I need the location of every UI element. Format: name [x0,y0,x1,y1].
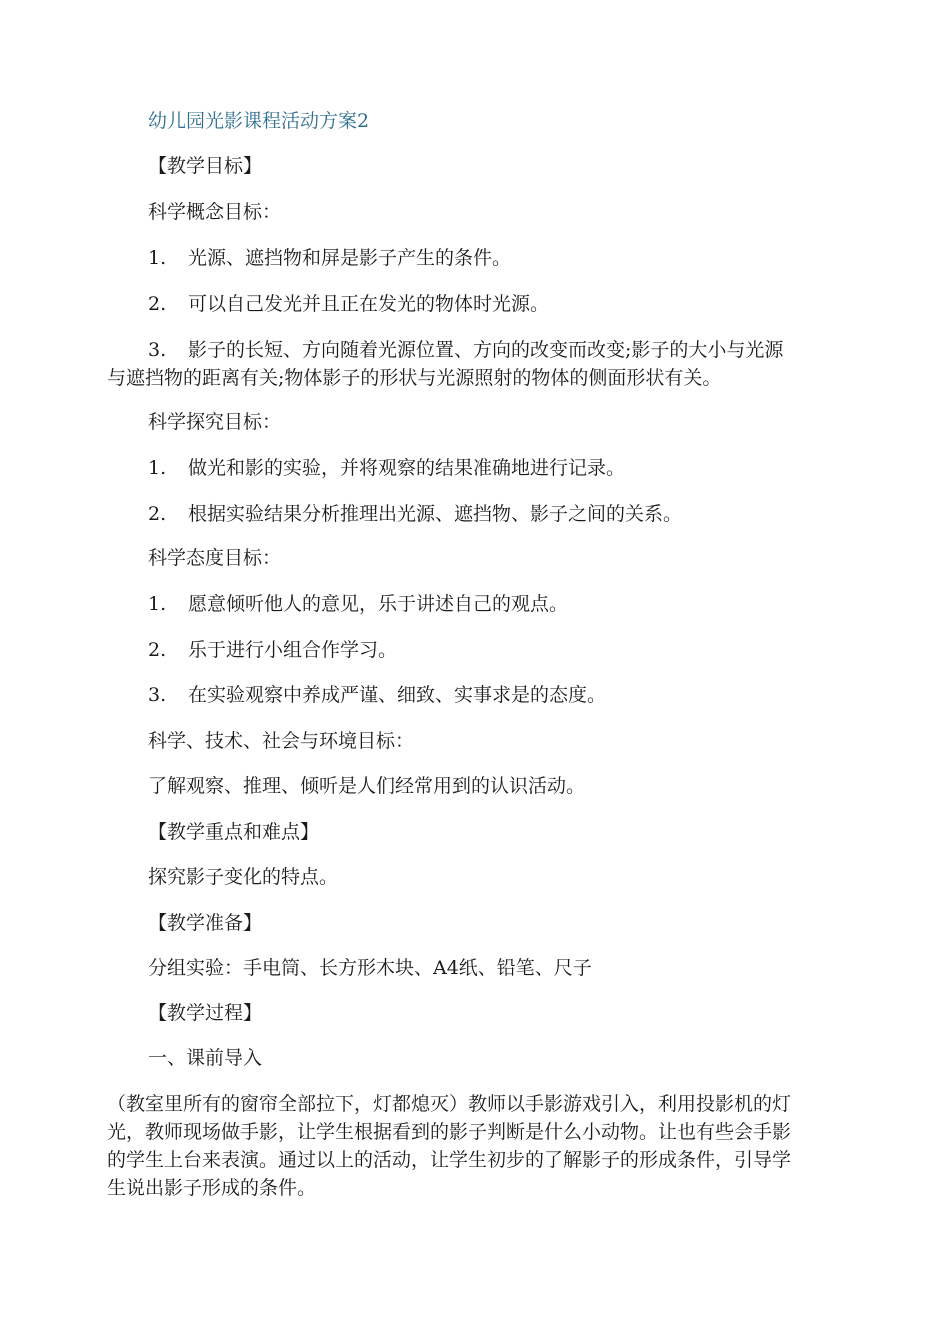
item-number: 1. [148,247,167,269]
attitude-heading: 科学态度目标： [148,547,282,569]
intro-paragraph-line-4: 生说出影子形成的条件。 [107,1177,317,1199]
concept-item-1 [148,246,511,271]
concept-item-3-line1 [148,338,783,363]
attitude-item-1 [148,592,568,617]
concept-heading: 科学概念目标： [148,201,282,223]
item-text: 乐于进行小组合作学习。 [188,639,398,661]
key-heading: 【教学重点和难点】 [148,821,320,843]
prep-text: 分组实验：手电筒、长方形木块、A4纸、铅笔、尺子 [148,957,592,979]
intro-heading: 一、课前导入 [148,1047,263,1069]
concept-item-3-line2: 与遮挡物的距离有关;物体影子的形状与光源照射的物体的侧面形状有关。 [107,367,722,389]
item-text: 做光和影的实验，并将观察的结果准确地进行记录。 [188,457,626,479]
intro-paragraph-line-2: 光，教师现场做手影，让学生根据看到的影子判断是什么小动物。让也有些会手影 [107,1121,792,1143]
item-number: 1. [148,457,167,479]
item-number: 1. [148,593,167,615]
item-text: 根据实验结果分析推理出光源、遮挡物、影子之间的关系。 [188,503,683,525]
item-number: 3. [148,684,167,706]
item-number: 2. [148,293,167,315]
item-text: 可以自己发光并且正在发光的物体时光源。 [188,293,550,315]
intro-paragraph-line-3: 的学生上台来表演。通过以上的活动，让学生初步的了解影子的形成条件，引导学 [107,1149,792,1171]
sts-text: 了解观察、推理、倾听是人们经常用到的认识活动。 [148,775,586,797]
document-title: 幼儿园光影课程活动方案2 [148,110,370,132]
attitude-item-3 [148,683,606,708]
goals-heading: 【教学目标】 [148,155,263,177]
inquiry-heading: 科学探究目标： [148,411,282,433]
item-number: 3. [148,339,167,361]
key-text: 探究影子变化的特点。 [148,866,339,888]
item-number: 2. [148,503,167,525]
attitude-item-2 [148,638,397,663]
item-text: 愿意倾听他人的意见，乐于讲述自己的观点。 [188,593,569,615]
inquiry-item-2 [148,502,682,527]
sts-heading: 科学、技术、社会与环境目标： [148,730,415,752]
process-heading: 【教学过程】 [148,1002,263,1024]
intro-paragraph-line-1: （教室里所有的窗帘全部拉下，灯都熄灭）教师以手影游戏引入，利用投影机的灯 [107,1093,792,1115]
item-text: 影子的长短、方向随着光源位置、方向的改变而改变;影子的大小与光源 [188,339,784,361]
concept-item-2 [148,292,549,317]
item-text: 在实验观察中养成严谨、细致、实事求是的态度。 [188,684,607,706]
item-text: 光源、遮挡物和屏是影子产生的条件。 [188,247,512,269]
inquiry-item-1 [148,456,625,481]
item-number: 2. [148,639,167,661]
prep-heading: 【教学准备】 [148,912,263,934]
